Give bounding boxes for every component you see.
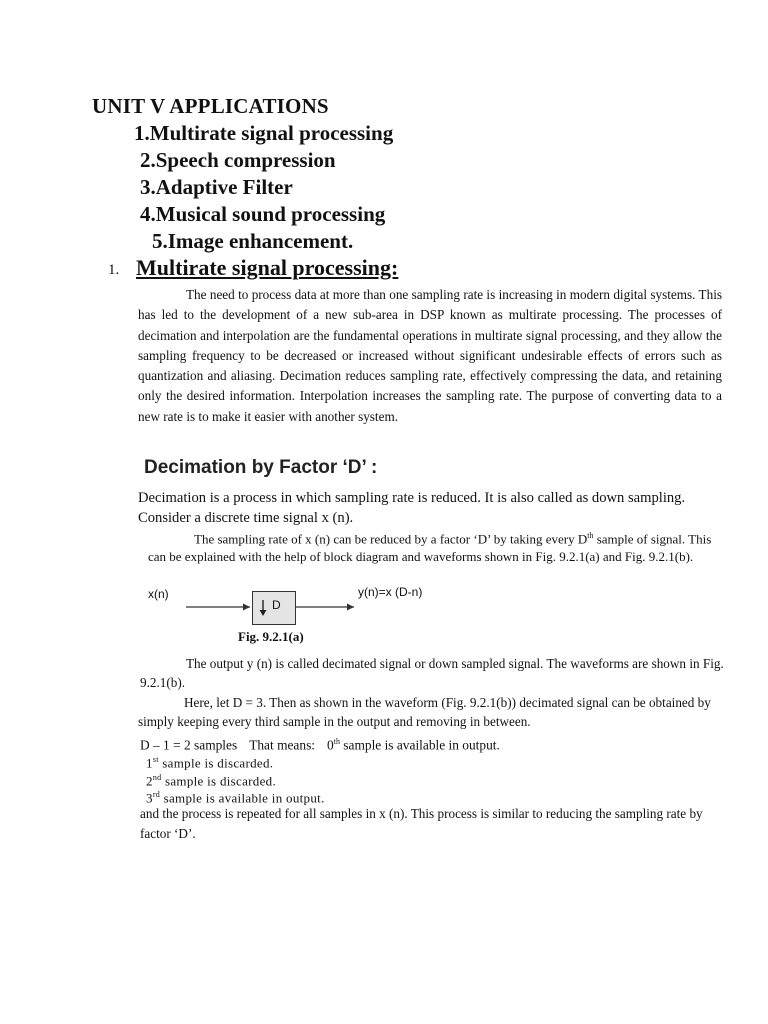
unit-title: UNIT V APPLICATIONS bbox=[92, 94, 329, 118]
sample-line-3: 3rd sample is available in output. bbox=[146, 790, 325, 806]
means-line: D – 1 = 2 samples That means: 0th sample is available in output. bbox=[140, 737, 500, 753]
output-paragraph: The output y (n) is called decimated signal or down sampled signal. The waveforms are shown in Fig. 9.2.1(b). bbox=[140, 656, 724, 690]
decimation-explanation: The sampling rate of x (n) can be reduced by a factor ‘D’ by taking every Dth sample of signal. This can be explained with the help of block diagram and waveforms shown in Fig. 9.2.1(a) and Fig. 9.2.1(b). bbox=[148, 531, 712, 564]
block-diagram bbox=[148, 581, 438, 631]
intro-paragraph: The need to process data at more than one sampling rate is increasing in modern digital systems. This has led to the development of a new sub-area in DSP known as multirate processing. The processes of decimation and interpolation are the fundamental operations in multirate signal processing, and they allow the sampling frequency to be decreased or increased without significant undesirable effects of errors such as quantization and aliasing. Decimation reduces sampling rate, effectively compressing the data, and retaining only the desired information. Interpolation increases the sampling rate. The purpose of converting data to a new rate is to make it easier with another system. bbox=[138, 287, 722, 424]
example-paragraph: Here, let D = 3. Then as shown in the waveform (Fig. 9.2.1(b)) decimated signal can be obtained by simply keeping every third sample in the output and removing in between. bbox=[138, 695, 711, 729]
toc-item-adaptive: 3.Adaptive Filter bbox=[140, 175, 293, 199]
sample-line-1: 1st sample is discarded. bbox=[146, 755, 274, 771]
down-arrow-icon bbox=[258, 599, 268, 617]
toc-item-speech: 2.Speech compression bbox=[140, 148, 336, 172]
toc-item-multirate: 1.Multirate signal processing bbox=[134, 121, 394, 145]
section-heading: Multirate signal processing: bbox=[136, 255, 399, 280]
decimator-factor-label: D bbox=[272, 598, 281, 612]
toc-item-musical: 4.Musical sound processing bbox=[140, 202, 386, 226]
block-input-label: x(n) bbox=[148, 587, 169, 601]
decimation-definition: Decimation is a process in which sampling rate is reduced. It is also called as down sampling. Consider a discrete time signal x (n). bbox=[138, 490, 686, 526]
toc-item-image: 5.Image enhancement. bbox=[152, 229, 354, 253]
scanned-excerpt bbox=[134, 281, 724, 841]
block-output-label: y(n)=x (D-n) bbox=[358, 585, 423, 599]
closing-paragraph: and the process is repeated for all samples in x (n). This process is similar to reducing the sampling rate by factor ‘D’. bbox=[140, 806, 703, 841]
sample-line-2: 2nd sample is discarded. bbox=[146, 773, 277, 789]
section-number: 1. bbox=[108, 262, 120, 278]
figure-caption: Fig. 9.2.1(a) bbox=[238, 629, 304, 644]
decimation-heading: Decimation by Factor ‘D’ : bbox=[144, 457, 378, 478]
